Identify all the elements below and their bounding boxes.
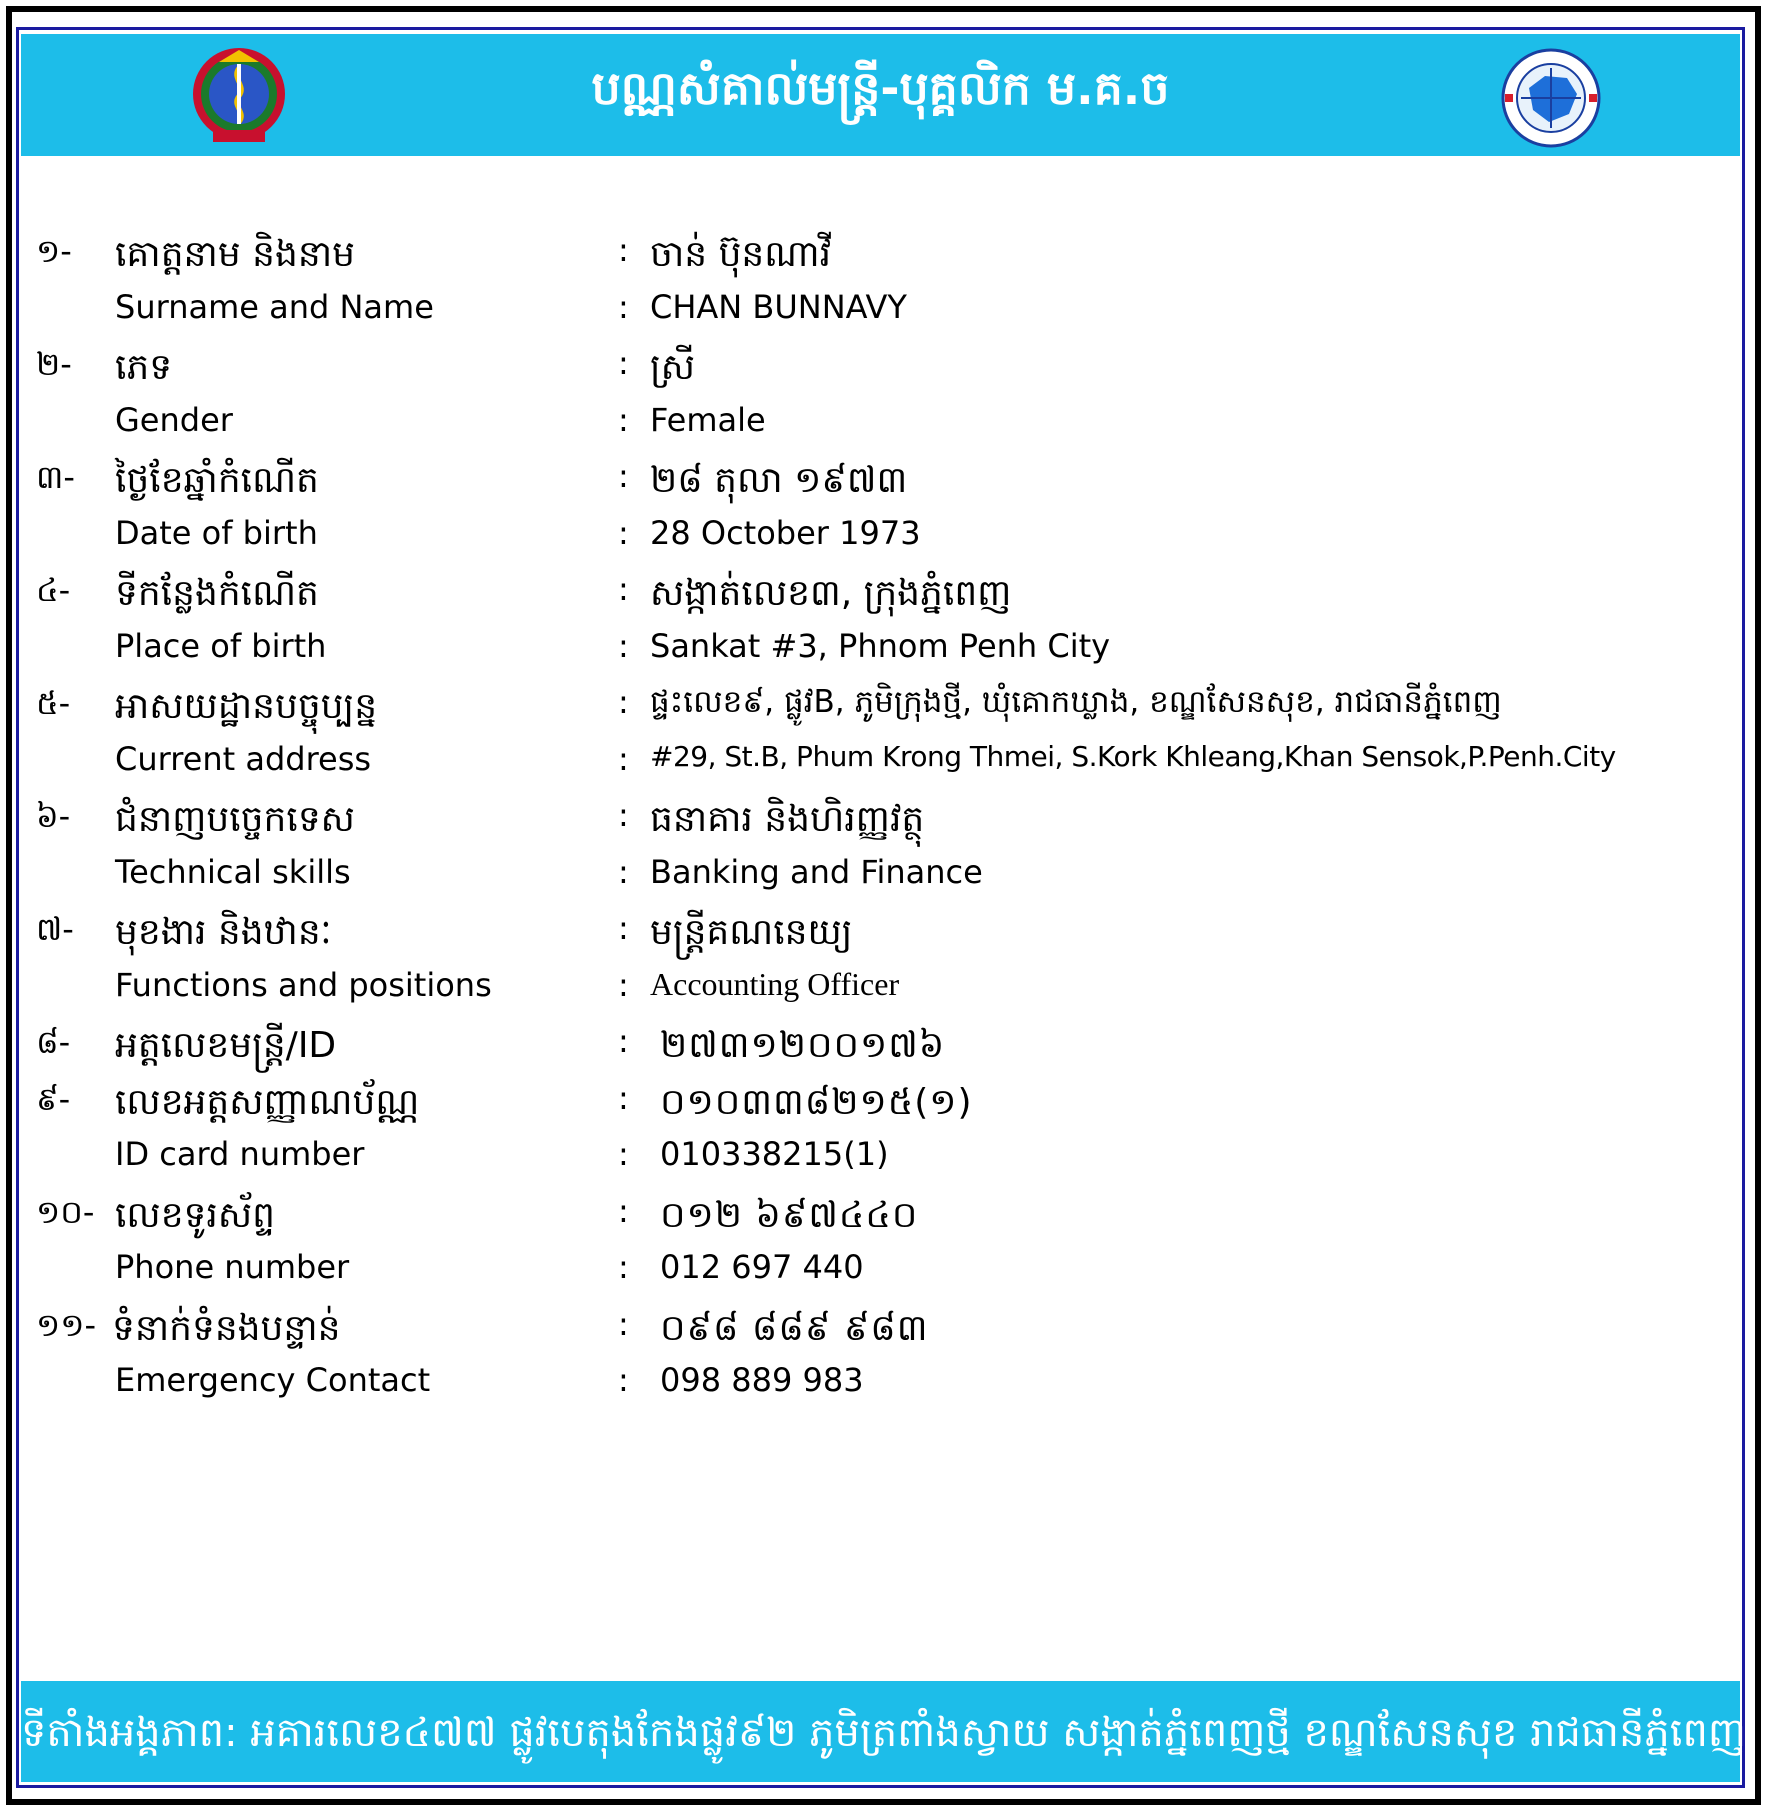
colon-separator: : (618, 401, 629, 439)
field-label: អាសយដ្ឋានបច្ចុប្បន្ន (115, 686, 378, 727)
field-value: ផ្ទះលេខ៩, ផ្លូវB, ភូមិក្រុងថ្មី, ឃុំគោកឃ្លាង, ខណ្ឌសែនសុខ, រាជធានីភ្នំពេញ (650, 684, 1502, 720)
field-label: Surname and Name (115, 288, 434, 326)
page-title: បណ្ណសំគាល់មន្ត្រី-បុគ្គលិក ម.គ.ច (591, 61, 1170, 115)
footer-address: ទីតាំងអង្គភាព: អគារលេខ៤៧៧ ផ្លូវបេតុងកែងផ្លូវ៩២ ភូមិត្រពាំងស្វាយ សង្កាត់ភ្នំពេញថ្មី ខណ្ឌសែនសុខ រាជធានីភ្នំពេញ (21, 1710, 1746, 1756)
footer-banner (21, 1681, 1746, 1782)
field-label: មុខងារ និងឋានៈ (115, 912, 332, 953)
colon-separator: : (618, 1248, 629, 1286)
row-number: ៣- (36, 458, 75, 496)
field-value: ០៩៨ ៨៨៩ ៩៨៣ (660, 1308, 929, 1349)
field-label: Gender (115, 401, 233, 439)
colon-separator: : (618, 796, 629, 834)
field-value: 010338215(1) (660, 1135, 889, 1173)
field-value: ០១២ ៦៩៧៤៤០ (660, 1195, 919, 1236)
field-value: ២៨ តុលា ១៩៧៣ (650, 460, 908, 501)
field-label: Phone number (115, 1248, 350, 1286)
field-value: ០១០៣៣៨២១៥(១) (660, 1082, 973, 1123)
field-value: #29, St.B, Phum Krong Thmei, S.Kork Khleang,Khan Sensok,P.Penh.City (650, 740, 1616, 773)
header-banner (21, 34, 1740, 156)
field-label: ទីកន្លែងកំណើត (115, 573, 319, 614)
field-value: 28 October 1973 (650, 514, 921, 552)
colon-separator: : (618, 1022, 629, 1060)
row-number: ៦- (36, 797, 71, 835)
field-label: Technical skills (115, 853, 351, 891)
field-label: Place of birth (115, 627, 327, 665)
field-value: 098 889 983 (660, 1361, 864, 1399)
colon-separator: : (618, 344, 629, 382)
field-value: Accounting Officer (650, 966, 900, 1002)
colon-separator: : (618, 1361, 629, 1399)
field-label: ទំនាក់ទំនងបន្ទាន់ (112, 1308, 341, 1349)
colon-separator: : (618, 1135, 629, 1173)
colon-separator: : (618, 683, 629, 721)
row-number: ៤- (36, 571, 71, 609)
field-value: Banking and Finance (650, 853, 983, 891)
row-number: ៩- (36, 1080, 71, 1118)
row-number: ២- (36, 345, 72, 383)
colon-separator: : (618, 966, 629, 1004)
row-number: ១១- (36, 1306, 96, 1344)
colon-separator: : (618, 1079, 629, 1117)
field-label: Date of birth (115, 514, 318, 552)
field-label: លេខទូរស័ព្ទ (115, 1195, 275, 1236)
field-value: ចាន់ ប៊ុនណាវី (650, 234, 832, 275)
field-label: ថ្ងៃខែឆ្នាំកំណើត (115, 460, 319, 501)
colon-separator: : (618, 570, 629, 608)
colon-separator: : (618, 740, 629, 778)
field-value: សង្កាត់លេខ៣, ក្រុងភ្នំពេញ (650, 573, 1012, 614)
field-label: អត្តលេខមន្ត្រី/ID (115, 1025, 337, 1066)
field-value: មន្ត្រីគណនេយ្យ (650, 912, 853, 953)
field-label: ភេទ (115, 347, 173, 388)
field-value: ស្រី (650, 347, 695, 388)
colon-separator: : (618, 1305, 629, 1343)
row-number: ៥- (36, 684, 71, 722)
field-label: Emergency Contact (115, 1361, 431, 1399)
colon-separator: : (618, 457, 629, 495)
cambodia-map-seal-icon (1501, 48, 1601, 148)
colon-separator: : (618, 231, 629, 269)
colon-separator: : (618, 853, 629, 891)
colon-separator: : (618, 288, 629, 326)
field-label: លេខអត្តសញ្ញាណប័ណ្ណ (115, 1082, 420, 1123)
colon-separator: : (618, 1192, 629, 1230)
field-value: ២៧៣១២០០១៧៦ (660, 1025, 946, 1066)
field-value: Female (650, 401, 766, 439)
field-value: Sankat #3, Phnom Penh City (650, 627, 1111, 665)
field-value: CHAN BUNNAVY (650, 288, 907, 326)
row-number: ១០- (36, 1193, 95, 1231)
row-number: ១- (36, 232, 72, 270)
field-label: គោត្តនាម និងនាម (115, 234, 355, 275)
field-value: ធនាគារ និងហិរញ្ញវត្ថុ (650, 799, 925, 840)
colon-separator: : (618, 627, 629, 665)
row-number: ៨- (36, 1023, 71, 1061)
row-number: ៧- (36, 910, 74, 948)
colon-separator: : (618, 514, 629, 552)
field-label: ជំនាញបច្ចេកទេស (115, 799, 355, 840)
colon-separator: : (618, 909, 629, 947)
field-label: Functions and positions (115, 966, 492, 1004)
field-value: 012 697 440 (660, 1248, 864, 1286)
field-label: ID card number (115, 1135, 365, 1173)
field-label: Current address (115, 740, 372, 778)
